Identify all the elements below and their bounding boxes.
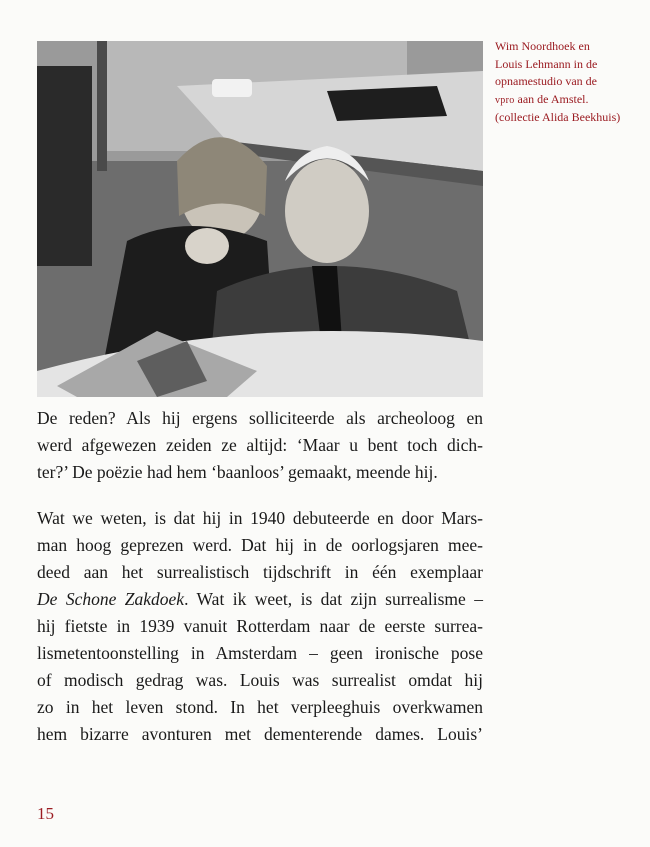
paragraph-2 <box>37 505 483 748</box>
p2-line-7: of modisch gedrag was. Louis was surrealist omdat hij <box>37 670 483 690</box>
photo-caption <box>495 38 645 127</box>
page-number: 15 <box>37 804 54 823</box>
paragraph-1 <box>37 405 483 486</box>
p2-line-5: hij fietste in 1939 vanuit Rotterdam naar de eerste surrea- <box>37 616 483 636</box>
caption-org: vpro <box>495 94 515 106</box>
p2-line-6: lismetentoonstelling in Amsterdam – geen ironische pose <box>37 643 483 663</box>
caption-line-2: Louis Lehmann in de <box>495 56 598 71</box>
p2-line-3: deed aan het surrealistisch tijdschrift in één exemplaar <box>37 562 483 582</box>
p1-line-2: werd afgewezen zeiden ze altijd: ‘Maar u bent toch dich- <box>37 435 483 455</box>
p2-line-4-rest: . Wat ik weet, is dat zijn surrealisme – <box>184 589 483 609</box>
p2-line-1: Wat we weten, is dat hij in 1940 debuteerde en door Mars- <box>37 508 483 528</box>
p1-line-1: De reden? Als hij ergens solliciteerde als archeoloog en <box>37 408 483 428</box>
caption-line-1: Wim Noordhoek en <box>495 39 590 53</box>
photo-illustration <box>37 41 483 397</box>
book-title: De Schone Zakdoek <box>37 589 185 609</box>
caption-line-4 <box>495 91 645 110</box>
body-text <box>37 405 483 767</box>
p2-line-9: hem bizarre avonturen met dementerende dames. Louis’ <box>37 724 483 744</box>
p2-line-8: zo in het leven stond. In het verpleeghuis overkwamen <box>37 697 483 717</box>
caption-line-3: opnamestudio van de <box>495 74 597 88</box>
caption-line-5: (collectie Alida Beekhuis) <box>495 110 621 124</box>
p2-line-4 <box>37 586 483 613</box>
photograph <box>37 41 483 397</box>
p1-line-3: ter?’ De poëzie had hem ‘baanloos’ gemaakt, meende hij. <box>37 462 438 482</box>
p2-line-2: man hoog geprezen werd. Dat hij in de oorlogsjaren mee- <box>37 535 483 555</box>
caption-line-4-text: aan de Amstel. <box>517 91 589 106</box>
